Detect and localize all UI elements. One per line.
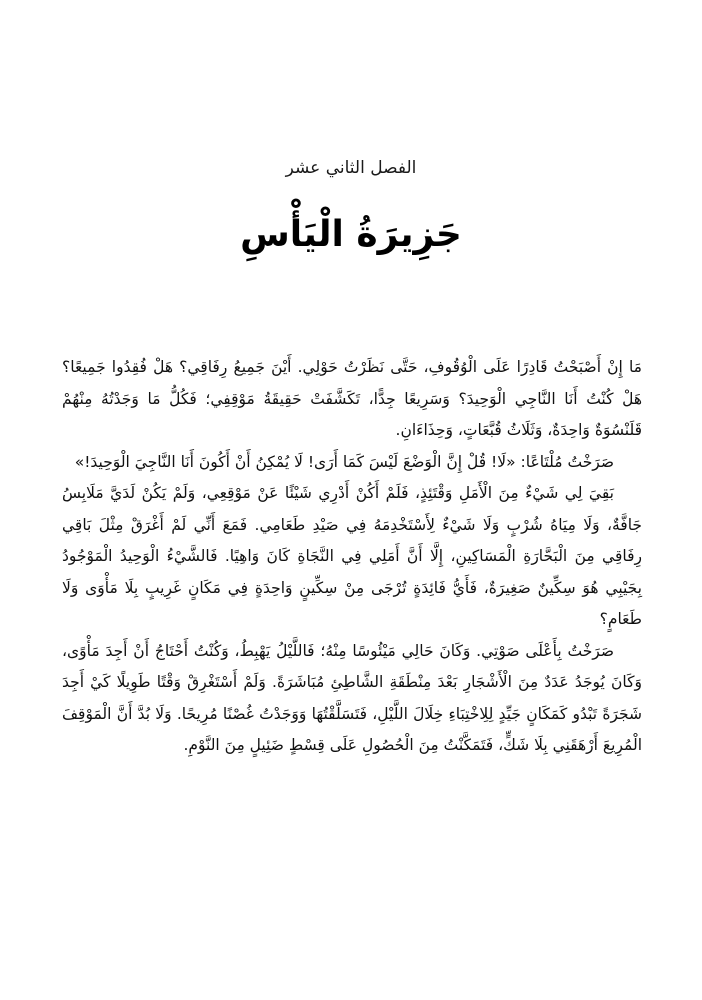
paragraph-2: صَرَخْتُ مُلْتَاعًا: «لَا! قُلْ إِنَّ الْوَضْعَ لَيْسَ كَمَا أَرَى! لَا يُمْكِنُ أَنْ أَكُونَ أَنَا النَّاجِيَ الْوَحِيدَ!»: [74, 452, 614, 471]
paragraph-3: بَقِيَ لِي شَيْءٌ مِنَ الْأَمَلِ وَقْتَئِذٍ، فَلَمْ أَكُنْ أَدْرِي شَيْئًا عَنْ مَوْقِعِي، وَلَمْ يَكُنْ لَدَيَّ مَلَابِسُ جَافَّةٌ، وَلَا مِيَاهُ شُرْبٍ وَلَا شَيْءٌ لِأَسْتَخْدِمَهُ فِي صَيْدِ طَعَامِي. فَمَعَ أَنِّي لَمْ أَغْرَقْ مِثْلَ بَاقِي رِفَاقِي مِنَ الْبَحَّارَةِ الْمَسَاكِينِ، إِلَّا أَنَّ أَمَلِي فِي النَّجَاةِ كَانَ وَاهِيًا. فَالشَّيْءُ الْوَحِيدُ الْمَوْجُودُ بِجَيْبِي هُوَ سِكِّينٌ صَغِيرَةٌ، فَأَيُّ فَائِدَةٍ تُرْجَى مِنْ سِكِّينٍ وَاحِدَةٍ فِي مَكَانٍ غَرِيبٍ بِلَا مَأْوَى وَلَا طَعَامٍ؟: [62, 484, 642, 628]
paragraph-4: صَرَخْتُ بِأَعْلَى صَوْتِي. وَكَانَ حَالِي مَيْئُوسًا مِنْهُ؛ فَاللَّيْلُ يَهْبِطُ، وَكُنْتُ أَحْتَاجُ أَنْ أَجِدَ مَأْوًى، وَكَانَ يُوجَدُ عَدَدٌ مِنَ الْأَشْجَارِ بَعْدَ مِنْطَقَةِ الشَّاطِئِ مُبَاشَرَةً. وَلَمْ أَسْتَغْرِقْ وَقْتًا طَوِيلًا كَيْ أَجِدَ شَجَرَةً تَبْدُو كَمَكَانٍ جَيِّدٍ لِلِاخْتِبَاءِ خِلَالَ اللَّيْلِ، فَتَسَلَّقْتُهَا وَوَجَدْتُ غُصْنًا مُرِيحًا. وَلَا بُدَّ أَنَّ الْمَوْقِفَ الْمُرِيعَ أَرْهَقَنِي بِلَا شَكٍّ، فَتَمَكَّنْتُ مِنَ الْحُصُولِ عَلَى قِسْطٍ ضَئِيلٍ مِنَ النَّوْمِ.: [62, 641, 642, 754]
paragraph-1: مَا إِنْ أَصْبَحْتُ قَادِرًا عَلَى الْوُقُوفِ، حَتَّى نَظَرْتُ حَوْلِي. أَيْنَ جَمِيعُ رِفَاقِي؟ هَلْ فُقِدُوا جَمِيعًا؟ هَلْ كُنْتُ أَنَا النَّاجِي الْوَحِيدَ؟ وَسَرِيعًا جِدًّا، تَكَشَّفَتْ حَقِيقَةُ مَوْقِفِي؛ فَكُلُّ مَا وَجَدْتُهُ مِنْهُمْ قَلَنْسُوَةٌ وَاحِدَةٌ، وَثَلَاثُ قُبَّعَاتٍ، وَحِذَاءَانِ.: [62, 358, 642, 439]
chapter-title: جَزِيرَةُ الْيَأْسِ: [240, 214, 462, 255]
chapter-body: [62, 352, 642, 762]
chapter-label: الفصل الثاني عشر: [285, 158, 417, 178]
